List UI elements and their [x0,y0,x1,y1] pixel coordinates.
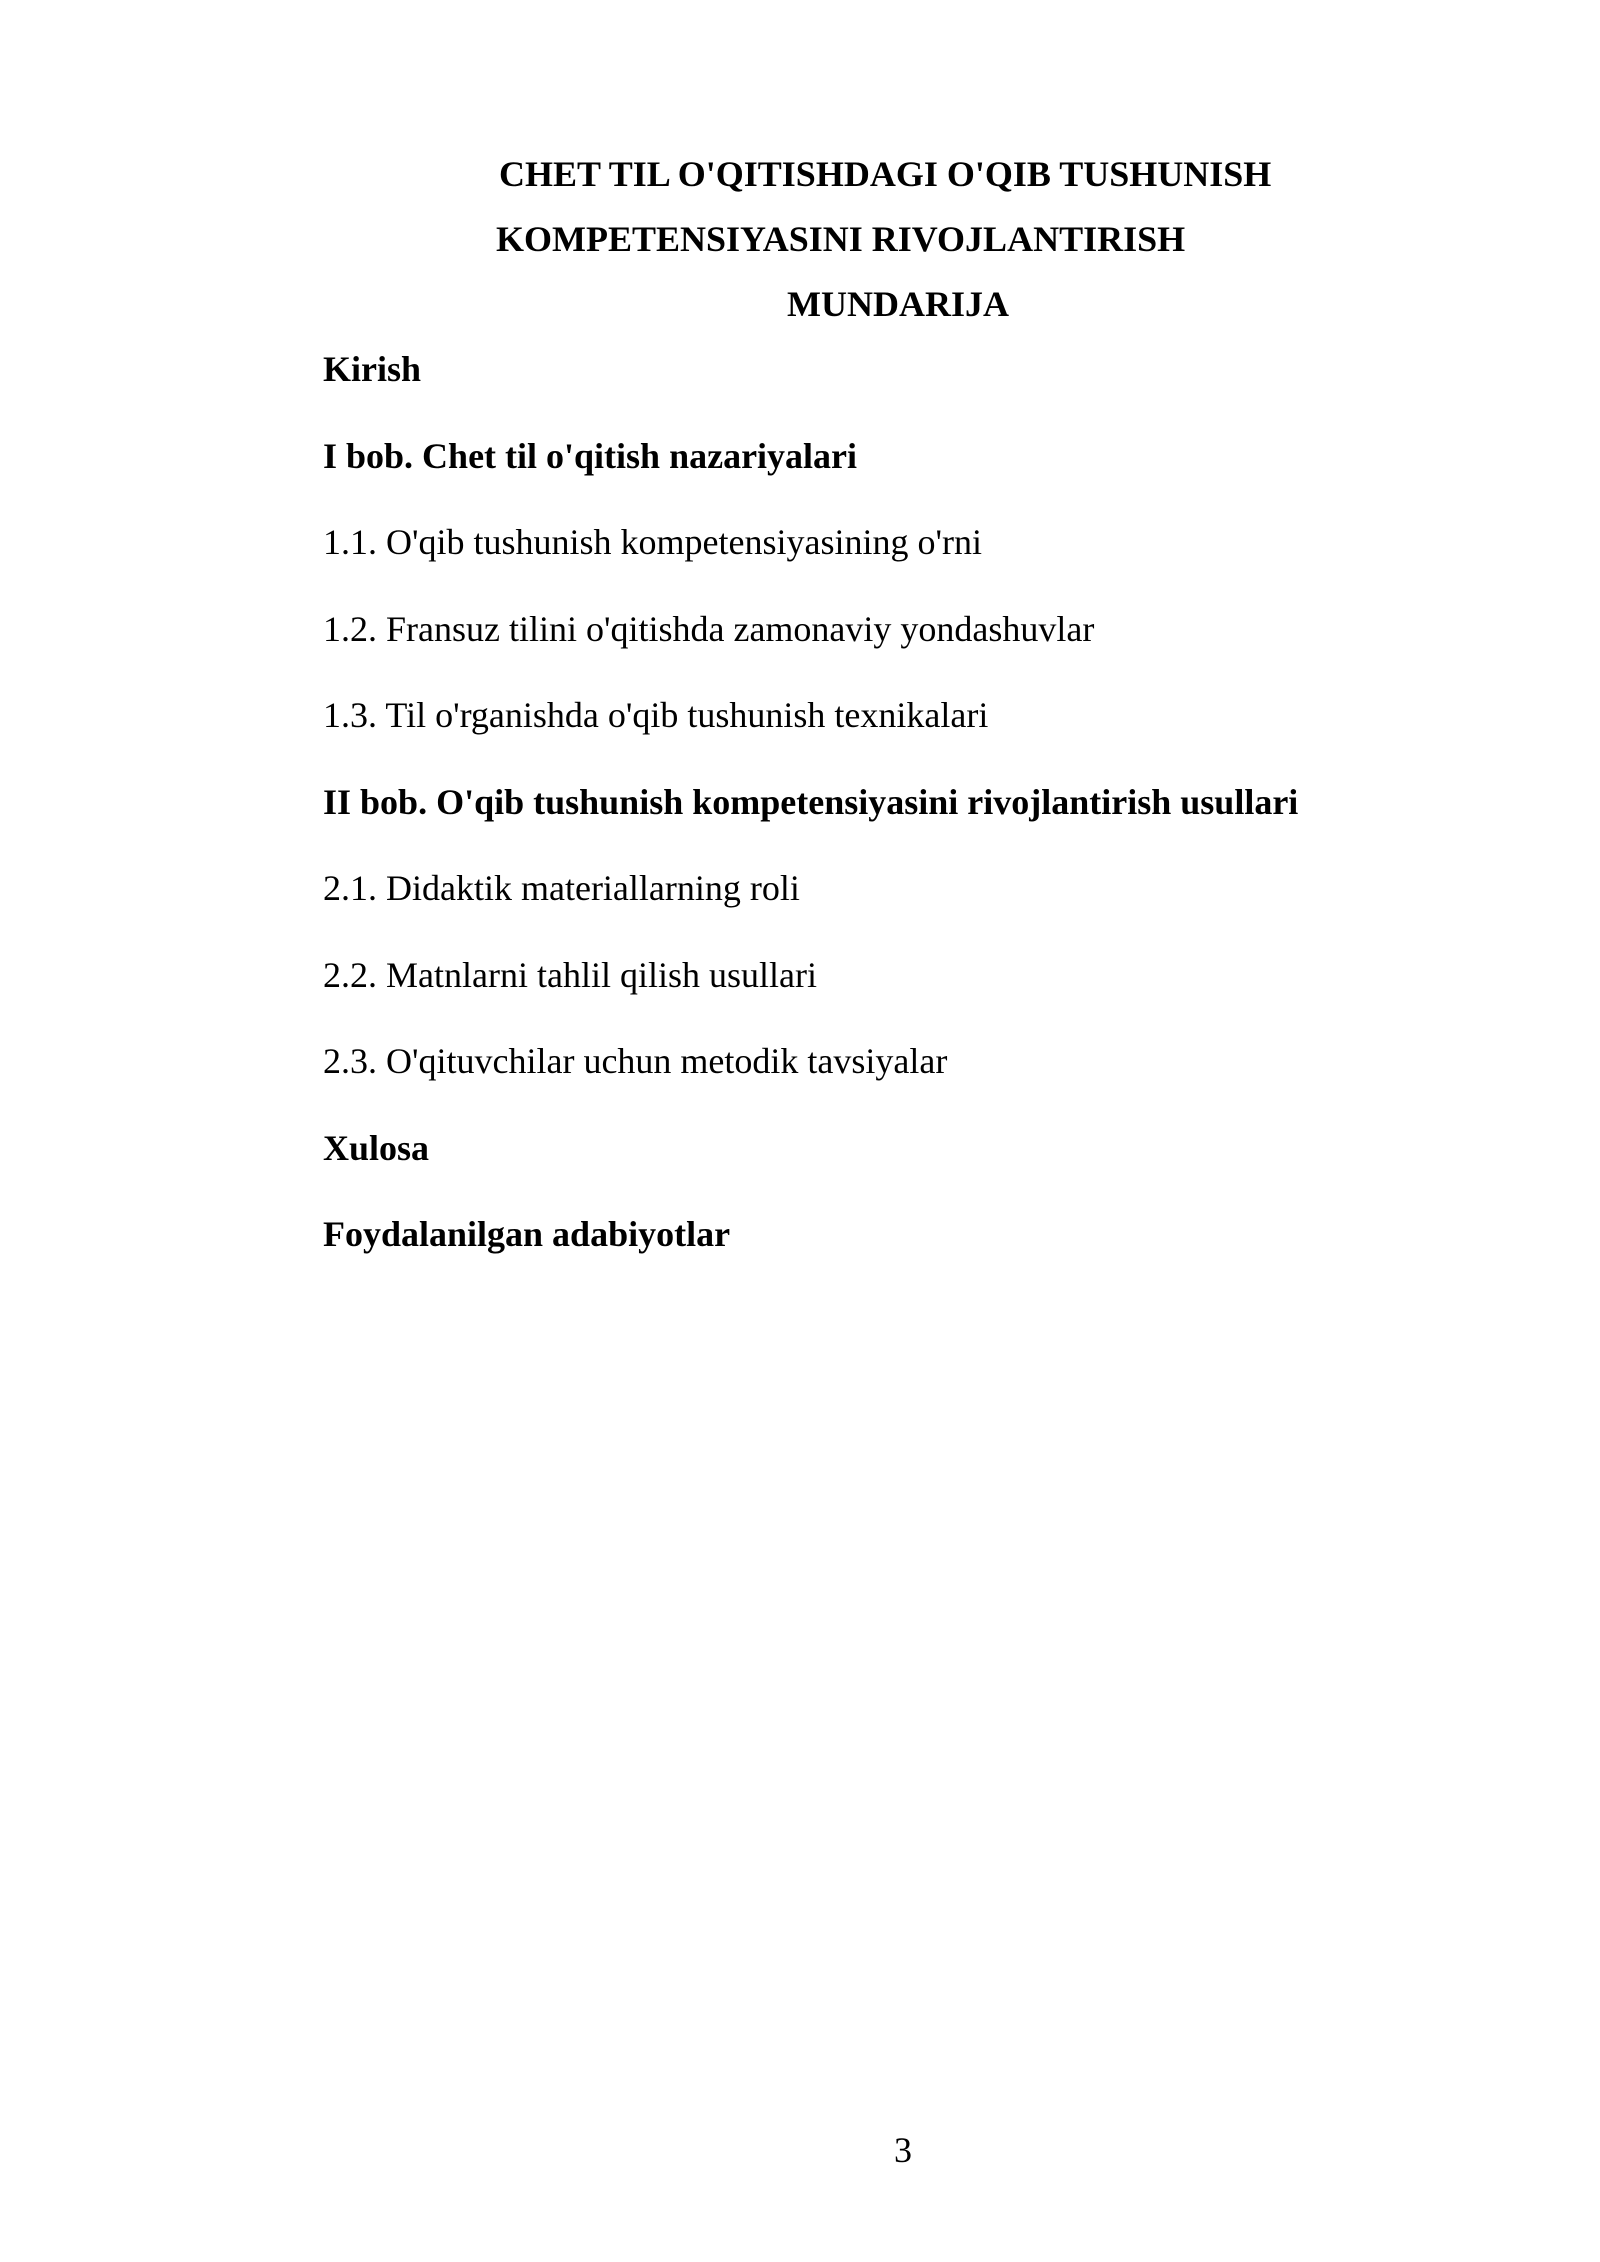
toc-entry-chapter-1: I bob. Chet til o'qitish nazariyalari [323,436,858,476]
document-title-line-1: CHET TIL O'QITISHDAGI O'QIB TUSHUNISH [499,154,1272,194]
toc-entry-section-1-1: 1.1. O'qib tushunish kompetensiyasining o'rni [323,522,982,562]
page-number: 3 [894,2130,912,2170]
toc-entry-section-2-1: 2.1. Didaktik materiallarning roli [323,868,800,908]
toc-entry-references: Foydalanilgan adabiyotlar [323,1214,731,1254]
toc-entry-conclusion: Xulosa [323,1128,430,1168]
toc-entry-section-1-2: 1.2. Fransuz tilini o'qitishda zamonaviy yondashuvlar [323,609,1095,649]
toc-entry-section-1-3: 1.3. Til o'rganishda o'qib tushunish texnikalari [323,695,989,735]
toc-entry-introduction: Kirish [323,349,422,389]
document-title-line-2: KOMPETENSIYASINI RIVOJLANTIRISH [496,219,1186,259]
toc-heading: MUNDARIJA [787,284,1009,324]
toc-entry-chapter-2: II bob. O'qib tushunish kompetensiyasini rivojlantirish usullari [323,782,1299,822]
toc-entry-section-2-2: 2.2. Matnlarni tahlil qilish usullari [323,955,817,995]
toc-entry-section-2-3: 2.3. O'qituvchilar uchun metodik tavsiyalar [323,1041,948,1081]
